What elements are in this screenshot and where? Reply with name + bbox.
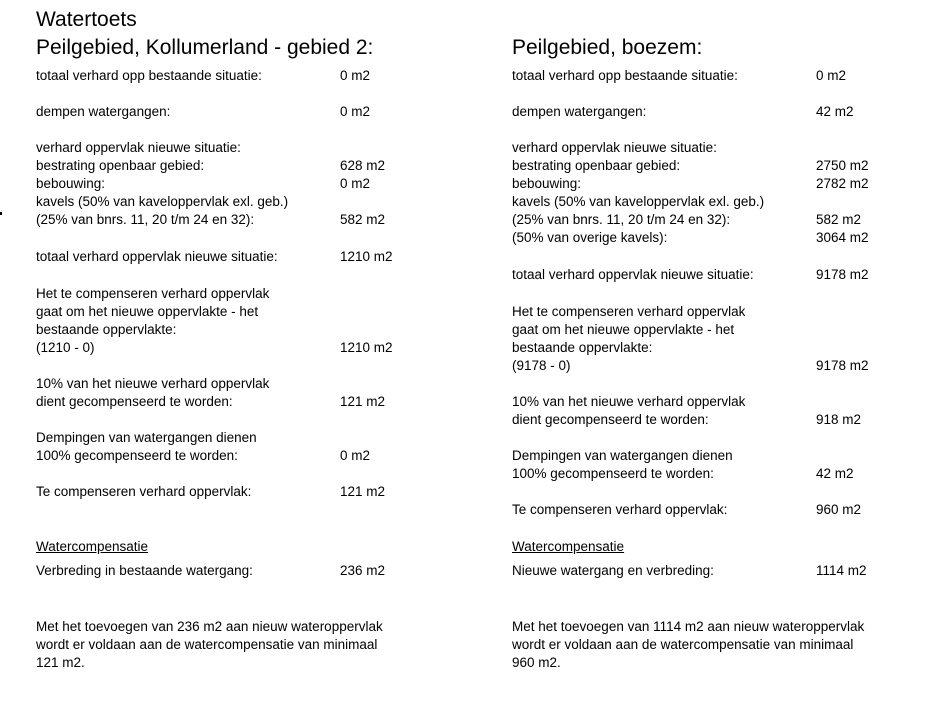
row-value: 42 m2 [816,466,854,481]
peilgebied-kollumerland-column [36,0,456,707]
row-value: 1210 m2 [340,249,393,264]
row-value: 2782 m2 [816,176,869,191]
row-value: 42 m2 [816,104,854,119]
peilgebied-boezem-column [512,0,927,707]
row-label: (1210 - 0) [36,340,95,355]
row-value: 2750 m2 [816,158,869,173]
row-label: dempen watergangen: [512,104,647,119]
row-value: 121 m2 [340,394,386,409]
row-label: bebouwing: [512,176,582,191]
row-value: 0 m2 [340,448,371,463]
row-value: 1114 m2 [816,563,867,578]
conclusion-line: Met het toevoegen van 1114 m2 aan nieuw wateroppervlak [512,619,865,634]
row-label: 100% gecompenseerd te worden: [36,448,238,463]
conclusion-line: 121 m2. [36,655,85,670]
row-label: Te compenseren verhard oppervlak: [512,502,728,517]
watercompensatie-heading: Watercompensatie [36,539,149,554]
row-value: 960 m2 [816,502,862,517]
row-label: bestaande oppervlakte: [36,322,177,337]
section-title: Peilgebied, boezem: [512,36,703,59]
row-value: 121 m2 [340,484,386,499]
row-value: 628 m2 [340,158,386,173]
row-value: 0 m2 [340,176,371,191]
row-label: bestrating openbaar gebied: [36,158,205,173]
row-label: (25% van bnrs. 11, 20 t/m 24 en 32): [512,212,731,227]
row-label: (9178 - 0) [512,358,571,373]
row-label: dempen watergangen: [36,104,171,119]
row-label: Verbreding in bestaande watergang: [36,563,253,578]
row-value: 0 m2 [340,68,371,83]
row-label: dient gecompenseerd te worden: [512,412,709,427]
row-label: dient gecompenseerd te worden: [36,394,233,409]
row-label: kavels (50% van kaveloppervlak exl. geb.) [36,194,289,209]
row-label: 10% van het nieuwe verhard oppervlak [36,376,270,391]
page-title: Watertoets [36,8,137,31]
row-label: verhard oppervlak nieuwe situatie: [36,140,241,155]
row-value: 0 m2 [340,104,371,119]
row-label: bestrating openbaar gebied: [512,158,681,173]
row-label: verhard oppervlak nieuwe situatie: [512,140,717,155]
conclusion-line: Met het toevoegen van 236 m2 aan nieuw wateroppervlak [36,619,383,634]
section-title: Peilgebied, Kollumerland - gebied 2: [36,36,374,59]
row-value: 582 m2 [816,212,862,227]
conclusion-line: 960 m2. [512,655,561,670]
margin-tick-mark [0,212,2,215]
row-label: bestaande oppervlakte: [512,340,653,355]
row-value: 582 m2 [340,212,386,227]
row-label: 10% van het nieuwe verhard oppervlak [512,394,746,409]
row-label: kavels (50% van kaveloppervlak exl. geb.) [512,194,765,209]
row-label: gaat om het nieuwe oppervlakte - het [36,304,259,319]
row-label: bebouwing: [36,176,106,191]
watercompensatie-heading: Watercompensatie [512,539,625,554]
row-value: 3064 m2 [816,230,869,245]
row-value: 0 m2 [816,68,847,83]
row-label: Dempingen van watergangen dienen [36,430,257,445]
row-label: Het te compenseren verhard oppervlak [36,286,270,301]
row-label: totaal verhard opp bestaande situatie: [512,68,738,83]
row-label: totaal verhard opp bestaande situatie: [36,68,262,83]
row-value: 918 m2 [816,412,862,427]
row-label: (50% van overige kavels): [512,230,668,245]
row-value: 236 m2 [340,563,386,578]
row-label: totaal verhard oppervlak nieuwe situatie: [36,249,278,264]
row-label: 100% gecompenseerd te worden: [512,466,714,481]
row-label: totaal verhard oppervlak nieuwe situatie: [512,267,754,282]
conclusion-line: wordt er voldaan aan de watercompensatie van minimaal [512,637,854,652]
row-label: Het te compenseren verhard oppervlak [512,304,746,319]
row-label: (25% van bnrs. 11, 20 t/m 24 en 32): [36,212,255,227]
row-label: Te compenseren verhard oppervlak: [36,484,252,499]
conclusion-text [512,618,864,672]
row-label: Nieuwe watergang en verbreding: [512,563,714,578]
conclusion-line: wordt er voldaan aan de watercompensatie van minimaal [36,637,378,652]
row-value: 9178 m2 [816,267,869,282]
conclusion-text [36,618,383,672]
row-value: 9178 m2 [816,358,869,373]
row-value: 1210 m2 [340,340,393,355]
row-label: gaat om het nieuwe oppervlakte - het [512,322,735,337]
row-label: Dempingen van watergangen dienen [512,448,733,463]
